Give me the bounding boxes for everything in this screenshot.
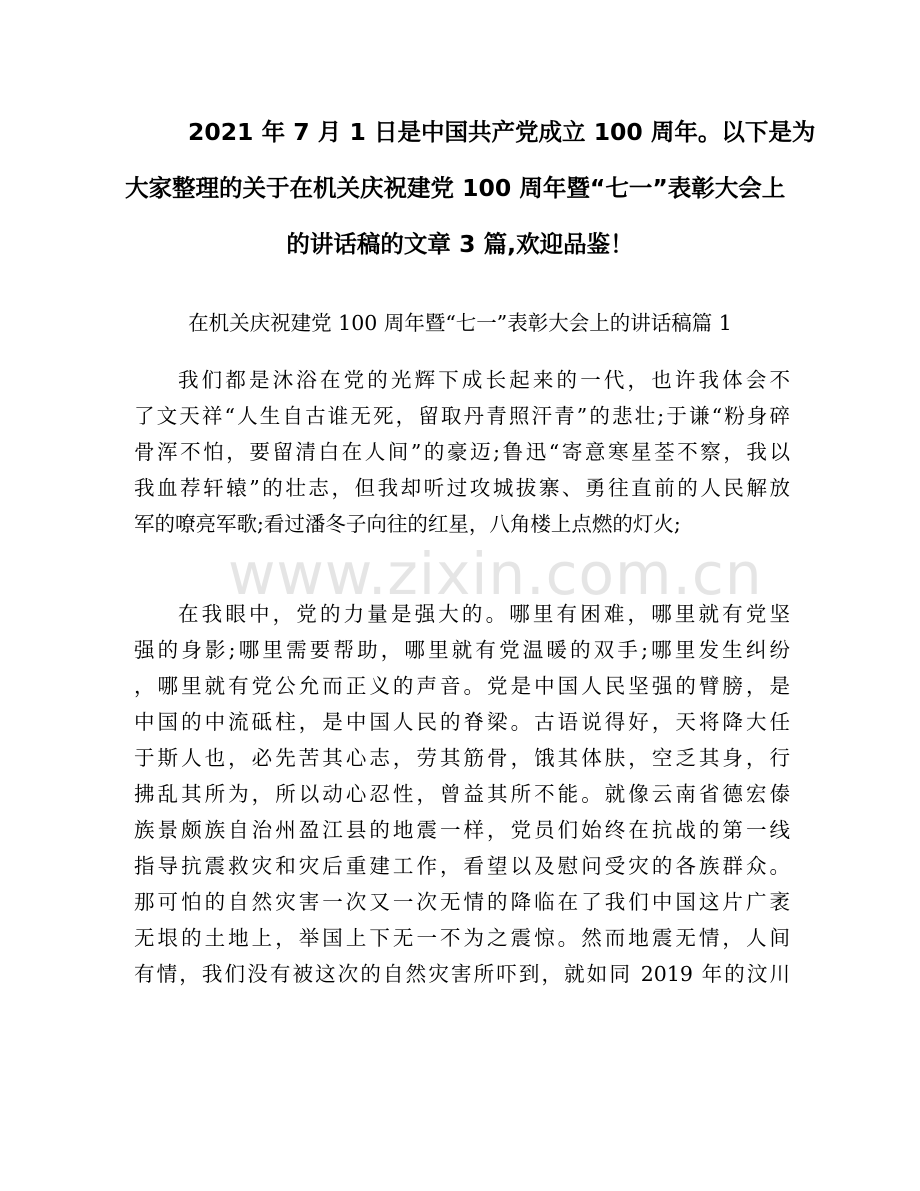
paragraph-line: 族景颇族自治州盈江县的地震一样，党员们始终在抗战的第一线 [134,818,790,842]
intro-line: 大家整理的关于在机关庆祝建党 100 周年暨“七一”表彰大会上 [125,174,786,202]
paragraph-line: 骨浑不怕，要留清白在人间”的豪迈;鲁迅“寄意寒星荃不察，我以 [134,440,790,464]
body-paragraph-1 [134,362,790,542]
paragraph-line: 有情，我们没有被这次的自然灾害所吓到，就如同 2019 年的汶川 [134,962,790,986]
paragraph-line: 强的身影;哪里需要帮助，哪里就有党温暖的双手;哪里发生纠纷 [134,638,790,662]
paragraph-line: 那可怕的自然灾害一次又一次无情的降临在了我们中国这片广袤 [134,890,790,914]
paragraph-line: 于斯人也，必先苦其心志，劳其筋骨，饿其体肤，空乏其身，行 [134,746,790,770]
paragraph-line: 在我眼中，党的力量是强大的。哪里有困难，哪里就有党坚 [178,602,790,626]
paragraph-line: 中国的中流砥柱，是中国人民的脊梁。古语说得好，天将降大任 [134,710,790,734]
intro-line: 2021 年 7 月 1 日是中国共产党成立 100 周年。以下是为 [188,118,816,146]
paragraph-line: ，哪里就有党公允而正义的声音。党是中国人民坚强的臂膀，是 [134,674,790,698]
paragraph-line: 军的嘹亮军歌;看过潘冬子向往的红星，八角楼上点燃的灯火; [134,512,681,536]
paragraph-line: 拂乱其所为，所以动心忍性，曾益其所不能。就像云南省德宏傣 [134,782,790,806]
watermark: www.zixin.com.cn [228,540,763,608]
intro-paragraph [125,112,816,280]
paragraph-line: 我血荐轩辕”的壮志，但我却听过攻城拔寨、勇往直前的人民解放 [134,476,790,500]
paragraph-line: 无垠的土地上，举国上下无一不为之震惊。然而地震无情，人间 [134,926,790,950]
paragraph-line: 指导抗震救灾和灾后重建工作，看望以及慰问受灾的各族群众。 [134,854,790,878]
intro-line: 的讲话稿的文章 3 篇,欢迎品鉴！ [286,230,634,258]
paragraph-line: 我们都是沐浴在党的光辉下成长起来的一代，也许我体会不 [178,368,790,392]
speech-title: 在机关庆祝建党 100 周年暨“七一”表彰大会上的讲话稿篇 1 [188,311,732,335]
body-paragraph-2 [134,596,790,992]
paragraph-line: 了文天祥“人生自古谁无死，留取丹青照汗青”的悲壮;于谦“粉身碎 [134,404,790,428]
